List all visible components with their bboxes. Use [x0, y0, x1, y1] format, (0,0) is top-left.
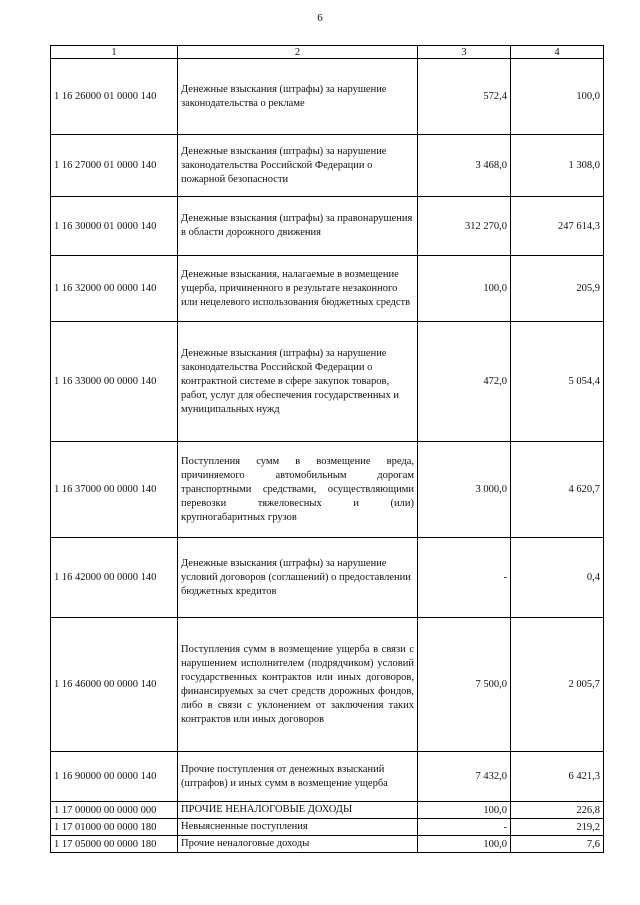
value-col3: 3 000,0: [418, 442, 511, 538]
value-col3: 312 270,0: [418, 197, 511, 256]
value-col3: 7 432,0: [418, 752, 511, 802]
revenue-name: Денежные взыскания, налагаемые в возмещение ущерба, причиненного в результате незаконного или нецелевого использования бюджетных средств: [178, 256, 418, 322]
table-row: [51, 819, 604, 836]
value-col3: 100,0: [418, 802, 511, 819]
table-row: [51, 197, 604, 256]
value-col4: 2 005,7: [511, 618, 604, 752]
value-col4: 247 614,3: [511, 197, 604, 256]
budget-code: 1 16 27000 01 0000 140: [51, 135, 178, 197]
table-row: [51, 802, 604, 819]
revenue-name: Поступления сумм в возмещение вреда, причиняемого автомобильным дорогам транспортными средствами, осуществляющими перевозки тяжеловесных и (или) крупногабаритных грузов: [178, 442, 418, 538]
revenue-name: Денежные взыскания (штрафы) за нарушение условий договоров (соглашений) о предоставлении бюджетных кредитов: [178, 538, 418, 618]
revenue-name: Денежные взыскания (штрафы) за правонарушения в области дорожного движения: [178, 197, 418, 256]
value-col4: 226,8: [511, 802, 604, 819]
column-header-1: 1: [51, 46, 178, 59]
column-header-3: 3: [418, 46, 511, 59]
value-col4: 1 308,0: [511, 135, 604, 197]
revenue-name: Невыясненные поступления: [178, 819, 418, 836]
revenue-name: Прочие неналоговые доходы: [178, 836, 418, 853]
value-col4: 6 421,3: [511, 752, 604, 802]
budget-code: 1 17 01000 00 0000 180: [51, 819, 178, 836]
table-row: [51, 618, 604, 752]
budget-code: 1 17 00000 00 0000 000: [51, 802, 178, 819]
value-col4: 100,0: [511, 59, 604, 135]
value-col4: 4 620,7: [511, 442, 604, 538]
revenue-name: Прочие поступления от денежных взысканий (штрафов) и иных сумм в возмещение ущерба: [178, 752, 418, 802]
value-col3: 472,0: [418, 322, 511, 442]
revenue-name: Денежные взыскания (штрафы) за нарушение законодательства Российской Федерации о контрактной системе в сфере закупок товаров, работ, услуг для обеспечения государственных и муниципальных нужд: [178, 322, 418, 442]
value-col4: 219,2: [511, 819, 604, 836]
table-row: [51, 752, 604, 802]
budget-code: 1 16 90000 00 0000 140: [51, 752, 178, 802]
column-header-4: 4: [511, 46, 604, 59]
value-col4: 205,9: [511, 256, 604, 322]
table-row: [51, 442, 604, 538]
table-row: [51, 322, 604, 442]
budget-code: 1 16 33000 00 0000 140: [51, 322, 178, 442]
value-col3: 572,4: [418, 59, 511, 135]
budget-code: 1 17 05000 00 0000 180: [51, 836, 178, 853]
revenue-name: Денежные взыскания (штрафы) за нарушение законодательства о рекламе: [178, 59, 418, 135]
value-col4: 5 054,4: [511, 322, 604, 442]
table-row: [51, 135, 604, 197]
revenue-name: Денежные взыскания (штрафы) за нарушение законодательства Российской Федерации о пожарной безопасности: [178, 135, 418, 197]
value-col3: 3 468,0: [418, 135, 511, 197]
value-col3: 100,0: [418, 836, 511, 853]
value-col3: -: [418, 538, 511, 618]
value-col4: 7,6: [511, 836, 604, 853]
table-row: [51, 256, 604, 322]
column-header-2: 2: [178, 46, 418, 59]
value-col3: -: [418, 819, 511, 836]
table-row: [51, 836, 604, 853]
value-col3: 7 500,0: [418, 618, 511, 752]
revenue-name: ПРОЧИЕ НЕНАЛОГОВЫЕ ДОХОДЫ: [178, 802, 418, 819]
page-number: 6: [317, 12, 323, 24]
budget-code: 1 16 46000 00 0000 140: [51, 618, 178, 752]
revenue-name: Поступления сумм в возмещение ущерба в связи с нарушением исполнителем (подрядчиком) условий государственных контрактов или иных договоров, финансируемых за счет средств дорожных фондов, либо в связи с уклонением от заключения таких контрактов или иных договоров: [178, 618, 418, 752]
value-col3: 100,0: [418, 256, 511, 322]
budget-code: 1 16 26000 01 0000 140: [51, 59, 178, 135]
value-col4: 0,4: [511, 538, 604, 618]
table-header-row: [51, 46, 604, 59]
budget-code: 1 16 37000 00 0000 140: [51, 442, 178, 538]
budget-code: 1 16 30000 01 0000 140: [51, 197, 178, 256]
budget-table: [50, 45, 604, 853]
table-row: [51, 59, 604, 135]
budget-code: 1 16 32000 00 0000 140: [51, 256, 178, 322]
table-row: [51, 538, 604, 618]
budget-code: 1 16 42000 00 0000 140: [51, 538, 178, 618]
